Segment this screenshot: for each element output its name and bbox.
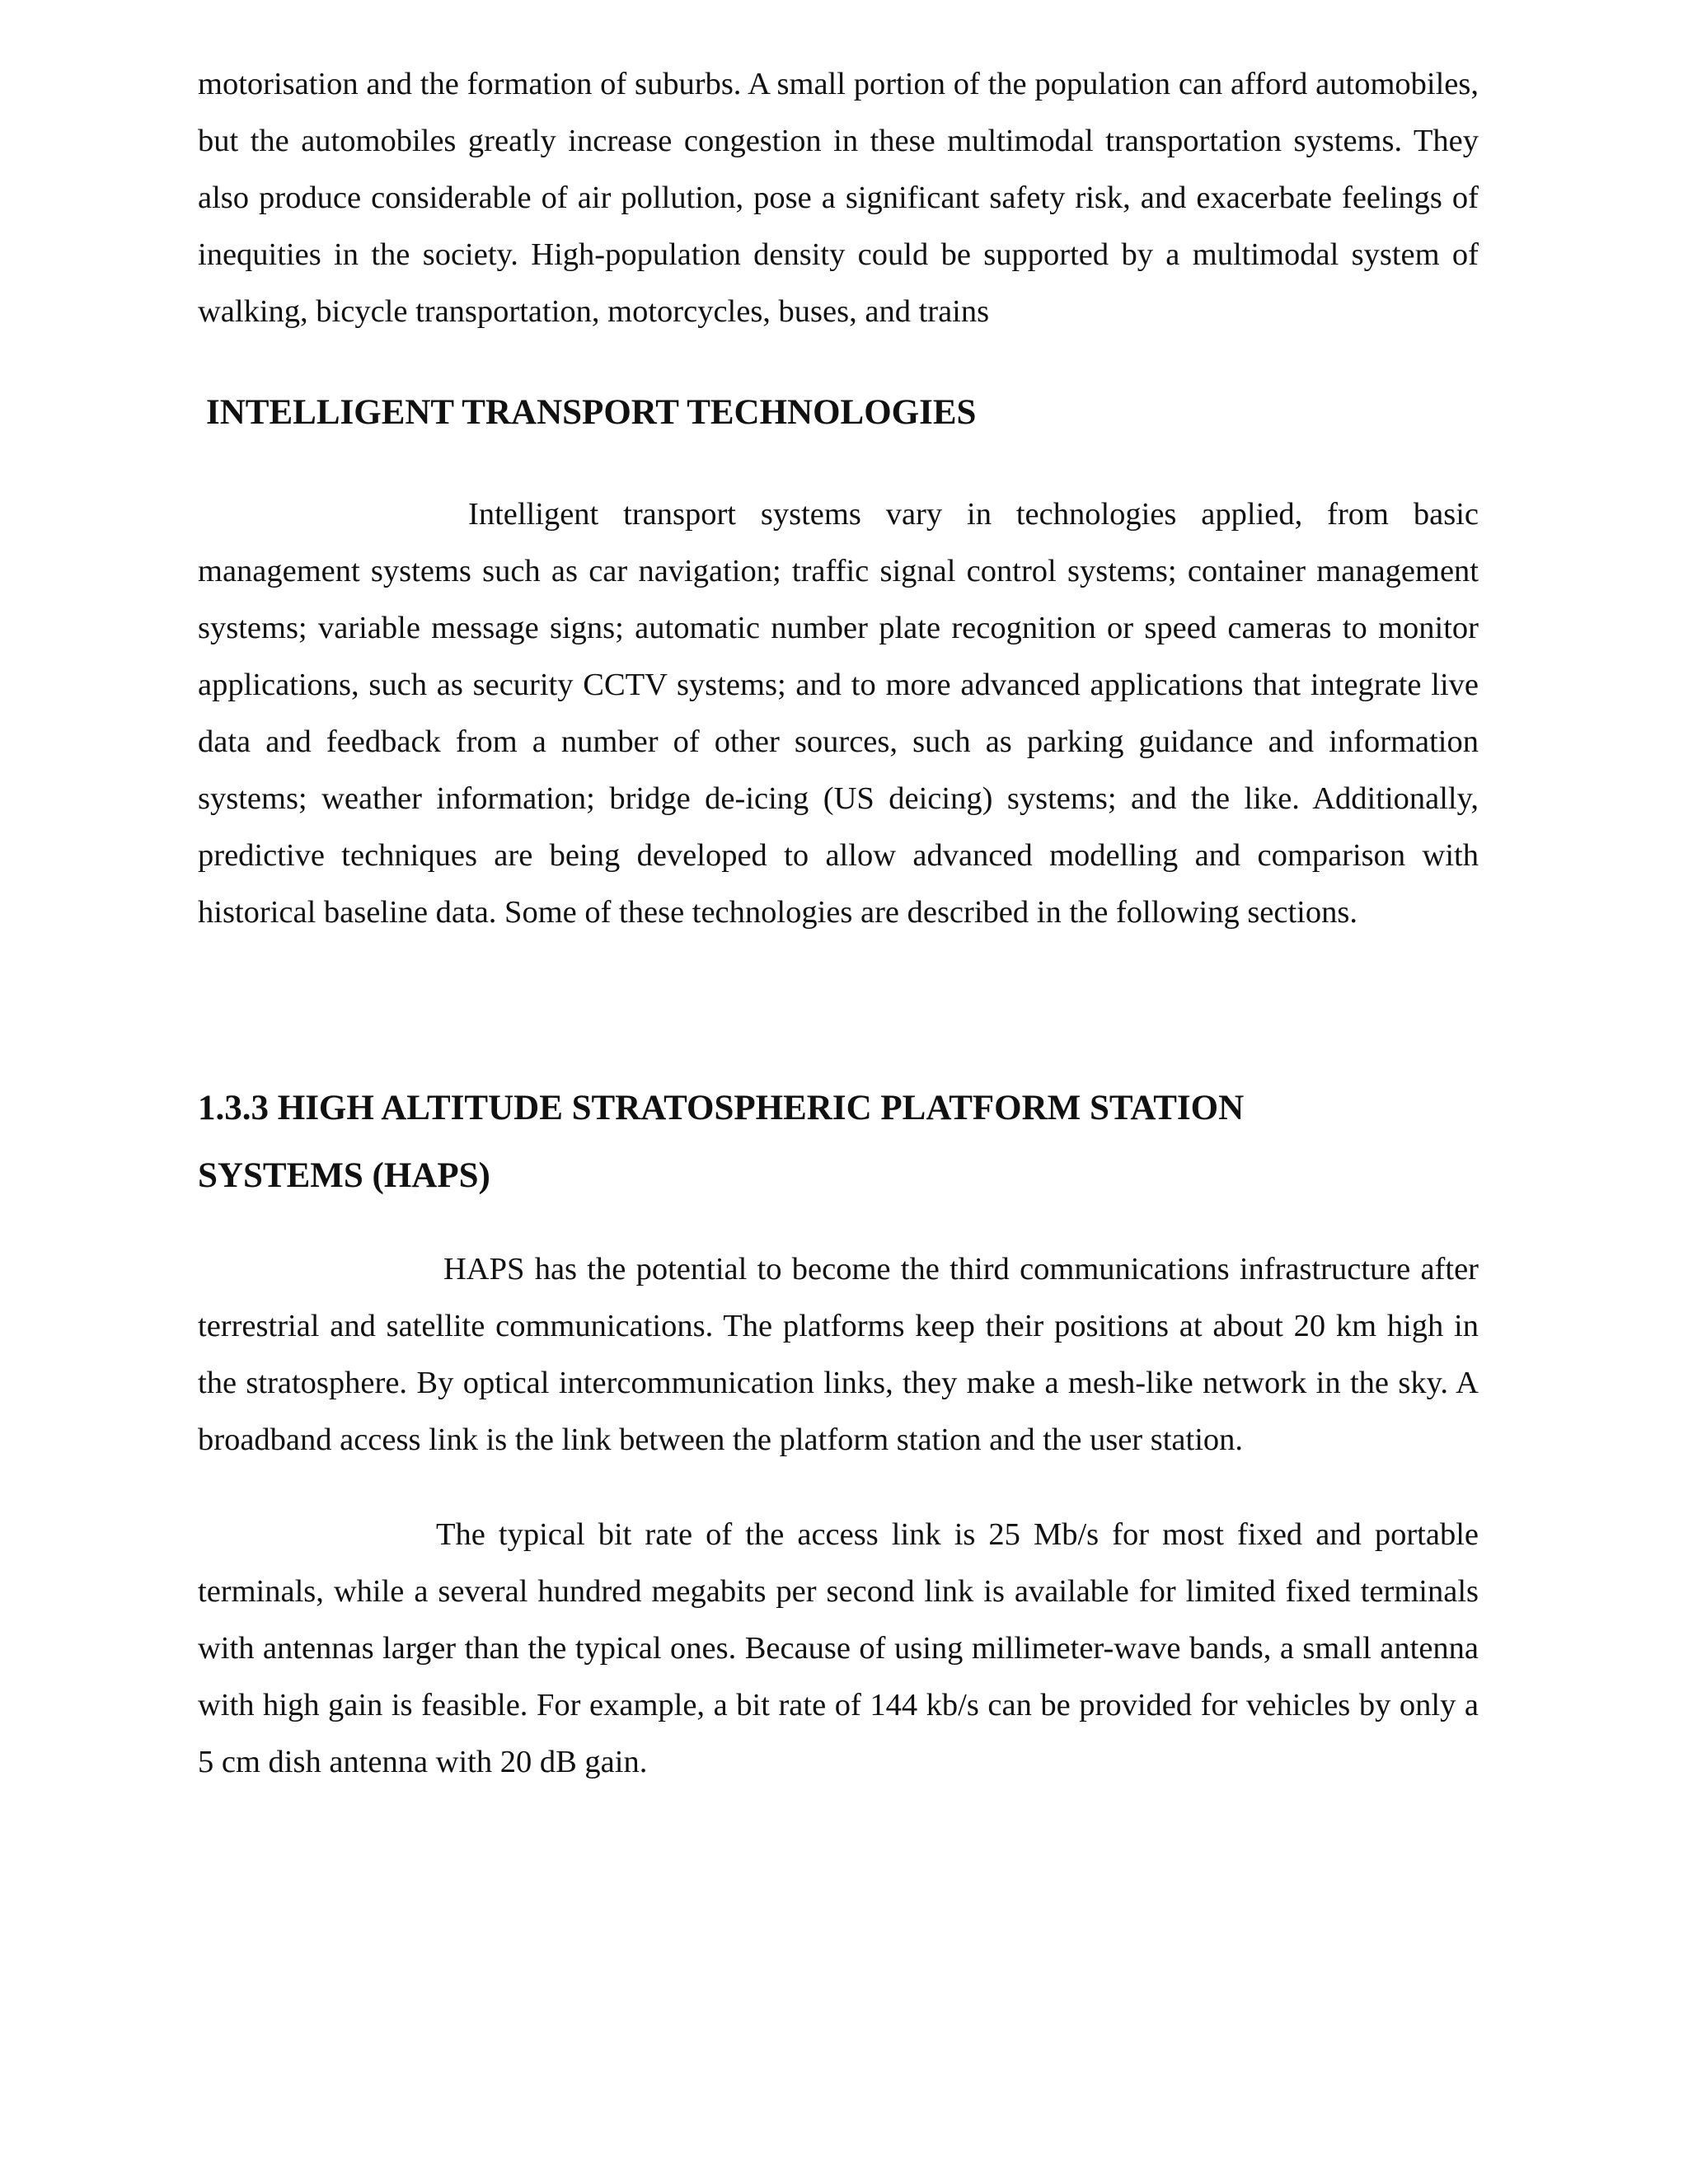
its-section-paragraph: Intelligent transport systems vary in technologies applied, from basic management systems such as car navigation; traffic signal control systems; container management systems; variable message signs; automatic number plate recognition or speed cameras to monitor applications, such as security CCTV systems; and to more advanced applications that integrate live data and feedback from a number of other sources, such as parking guidance and information systems; weather information; bridge de-icing (US deicing) systems; and the like. Additionally, predictive techniques are being developed to allow advanced modelling and comparison with historical baseline data. Some of these technologies are described in the following sections. [198, 497, 1479, 930]
haps-heading-line-2: SYSTEMS (HAPS) [198, 1156, 490, 1195]
haps-paragraph-1: HAPS has the potential to become the third communications infrastructure after terrestrial and satellite communications. The platforms keep their positions at about 20 km high in the stratosphere. By optical intercommunication links, they make a mesh-like network in the sky. A broadband access link is the link between the platform station and the user station. [198, 1252, 1479, 1457]
document-page [198, 56, 1479, 1791]
haps-section-heading [198, 1075, 1479, 1210]
haps-heading-line-1: 1.3.3 HIGH ALTITUDE STRATOSPHERIC PLATFORM STATION [198, 1089, 1245, 1127]
haps-paragraph-2: The typical bit rate of the access link is 25 Mb/s for most fixed and portable terminals, while a several hundred megabits per second link is available for limited fixed terminals with antennas larger than the typical ones. Because of using millimeter-wave bands, a small antenna with high gain is feasible. For example, a bit rate of 144 kb/s can be provided for vehicles by only a 5 cm dish antenna with 20 dB gain. [198, 1517, 1479, 1779]
its-section-heading: INTELLIGENT TRANSPORT TECHNOLOGIES [206, 393, 977, 432]
opening-paragraph: motorisation and the formation of suburbs. A small portion of the population can afford automobiles, but the automobiles greatly increase congestion in these multimodal transportation systems. They also produce considerable of air pollution, pose a significant safety risk, and exacerbate feelings of inequities in the society. High-population density could be supported by a multimodal system of walking, bicycle transportation, motorcycles, buses, and trains [198, 67, 1479, 329]
